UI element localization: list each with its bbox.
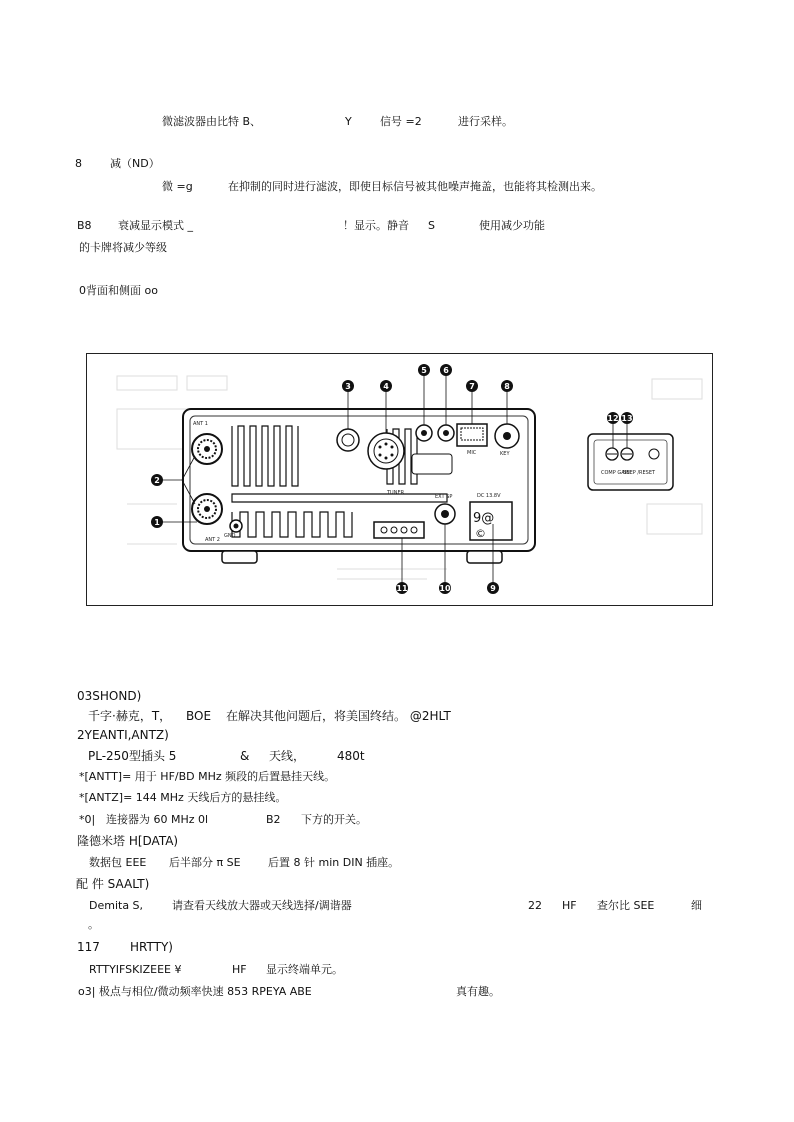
text-2a: 8 [75, 157, 82, 170]
tuner-label: TUNER [387, 490, 405, 496]
text-4e: 使用减少功能 [479, 219, 545, 232]
b14a: RTTYIFSKIZEEE ¥ [89, 963, 182, 976]
svg-text:4: 4 [383, 382, 389, 391]
b11c: 22 [528, 899, 542, 912]
beep-label: BEEP /RESET [623, 470, 656, 476]
callout-9 [487, 582, 499, 594]
text-4b: 衰减显示模式 _ [118, 219, 193, 232]
jack-5[interactable] [416, 425, 432, 441]
b6: *[ANTZ]= 144 MHz 天线后方的悬挂线。 [79, 791, 287, 804]
b14b: HF [232, 963, 247, 976]
callout-13 [621, 412, 633, 424]
b11d: HF [562, 899, 577, 912]
data-din-socket[interactable] [337, 429, 359, 451]
ant1-label: ANT 1 [193, 421, 208, 427]
text-1d: 进行采样。 [458, 115, 513, 128]
dc-label: DC 13.8V [477, 493, 501, 499]
callout-7 [466, 380, 478, 392]
rear-panel-diagram [87, 354, 712, 605]
svg-text:10: 10 [439, 584, 451, 593]
b2a: 千字·赫克，T， [88, 709, 172, 723]
svg-text:13: 13 [621, 414, 633, 423]
callout-2 [151, 474, 163, 486]
dc-overlay-2: © [475, 527, 486, 540]
svg-text:8: 8 [504, 382, 510, 391]
text-4a: B8 [77, 219, 92, 232]
b5: *[ANTT]= 用于 HF/BD MHz 频段的后置悬挂天线。 [79, 770, 336, 783]
svg-text:11: 11 [396, 584, 408, 593]
text-1b: Y [345, 115, 352, 128]
svg-text:9: 9 [490, 584, 496, 593]
heading-text: 0背面和侧面 oo [79, 284, 158, 297]
b15a: o3| 极点与相位/微动频率快速 853 RPEYA ABE [78, 985, 312, 998]
comp-label: COMP GAIN [601, 470, 630, 476]
text-1c: 信号 =2 [380, 115, 422, 128]
callout-5 [418, 364, 430, 376]
side-screw [649, 449, 659, 459]
text-5a: 的卡牌将减少等级 [79, 241, 167, 254]
ant1-connector[interactable] [192, 434, 222, 464]
callout-3 [342, 380, 354, 392]
mic-label: MIC [467, 450, 477, 456]
b3: 2YEANTI,ANTZ) [77, 728, 169, 742]
b8: 隆德米塔 H[DATA) [77, 834, 179, 848]
b13b: HRTTY) [130, 940, 173, 954]
dc-power-socket[interactable] [470, 502, 512, 540]
key-label: KEY [500, 451, 510, 457]
jack-6[interactable] [438, 425, 454, 441]
svg-text:7: 7 [469, 382, 475, 391]
tuner-connector[interactable] [374, 522, 424, 538]
b7c: B2 [266, 813, 281, 826]
svg-text:1: 1 [154, 518, 160, 527]
b7a: *0| [79, 813, 96, 826]
b9a: 数据包 EEE [89, 856, 147, 869]
svg-text:2: 2 [154, 476, 160, 485]
b11b: 请查看天线放大器或天线选择/调谐器 [172, 899, 352, 912]
svg-text:3: 3 [345, 382, 351, 391]
b4d: 480t [337, 749, 365, 763]
b15b: 真有趣。 [456, 985, 500, 998]
b9c: 后置 8 针 min DIN 插座。 [268, 856, 400, 869]
callout-11 [396, 582, 408, 594]
b4c: 天线， [269, 749, 306, 763]
b4b: & [240, 749, 250, 763]
ant2-connector[interactable] [192, 494, 222, 524]
b7b: 连接器为 60 MHz 0l [106, 813, 209, 826]
b2c: 在解决其他问题后，将美国终结。 @2HLT [226, 709, 451, 723]
callout-4 [380, 380, 392, 392]
extsp-label: EXT SP [435, 494, 453, 500]
b13a: 117 [77, 940, 100, 954]
cover-plate [412, 454, 452, 474]
text-3b: 在抑制的同时进行滤波，即使目标信号被其他噪声掩盖，也能将其检测出来。 [228, 180, 602, 193]
dc-overlay-1: 9@ [473, 511, 495, 526]
svg-text:6: 6 [443, 366, 449, 375]
b11f: 细 [691, 899, 702, 912]
comp-gain-control[interactable] [606, 448, 618, 460]
mic-jack[interactable] [457, 424, 487, 446]
b10: 配 件 SAALT) [76, 877, 150, 891]
callout-10 [439, 582, 451, 594]
b12: 。 [88, 918, 99, 931]
svg-text:5: 5 [421, 366, 427, 375]
svg-text:12: 12 [607, 414, 619, 423]
callout-12 [607, 412, 619, 424]
rear-panel-figure [86, 353, 713, 606]
ext-sp-jack[interactable] [435, 504, 455, 524]
key-jack[interactable] [495, 424, 519, 448]
b7d: 下方的开关。 [301, 813, 367, 826]
b11e: 查尔比 SEE [597, 899, 655, 912]
acc-socket[interactable] [368, 433, 404, 469]
b2b: BOE [186, 709, 212, 723]
callout-8 [501, 380, 513, 392]
b9b: 后半部分 π SE [169, 856, 241, 869]
b4a: PL-250型插头 5 [88, 749, 177, 763]
callout-6 [440, 364, 452, 376]
text-3a: 微 =g [162, 180, 193, 193]
ant2-label: ANT 2 [205, 537, 220, 543]
b1: 03SHOND) [77, 689, 142, 703]
text-4c: ！显示。静音 [343, 219, 409, 232]
gnd-terminal[interactable] [230, 520, 242, 532]
b11a: Demita S, [89, 899, 144, 912]
text-2b: 减（ND） [110, 157, 160, 170]
beep-reset-control[interactable] [621, 448, 633, 460]
callout-1 [151, 516, 163, 528]
gnd-label: GND [224, 533, 236, 539]
text-4d: S [428, 219, 435, 232]
b14c: 显示终端单元。 [266, 963, 343, 976]
text-1a: 微滤波器由比特 B、 [162, 115, 262, 128]
